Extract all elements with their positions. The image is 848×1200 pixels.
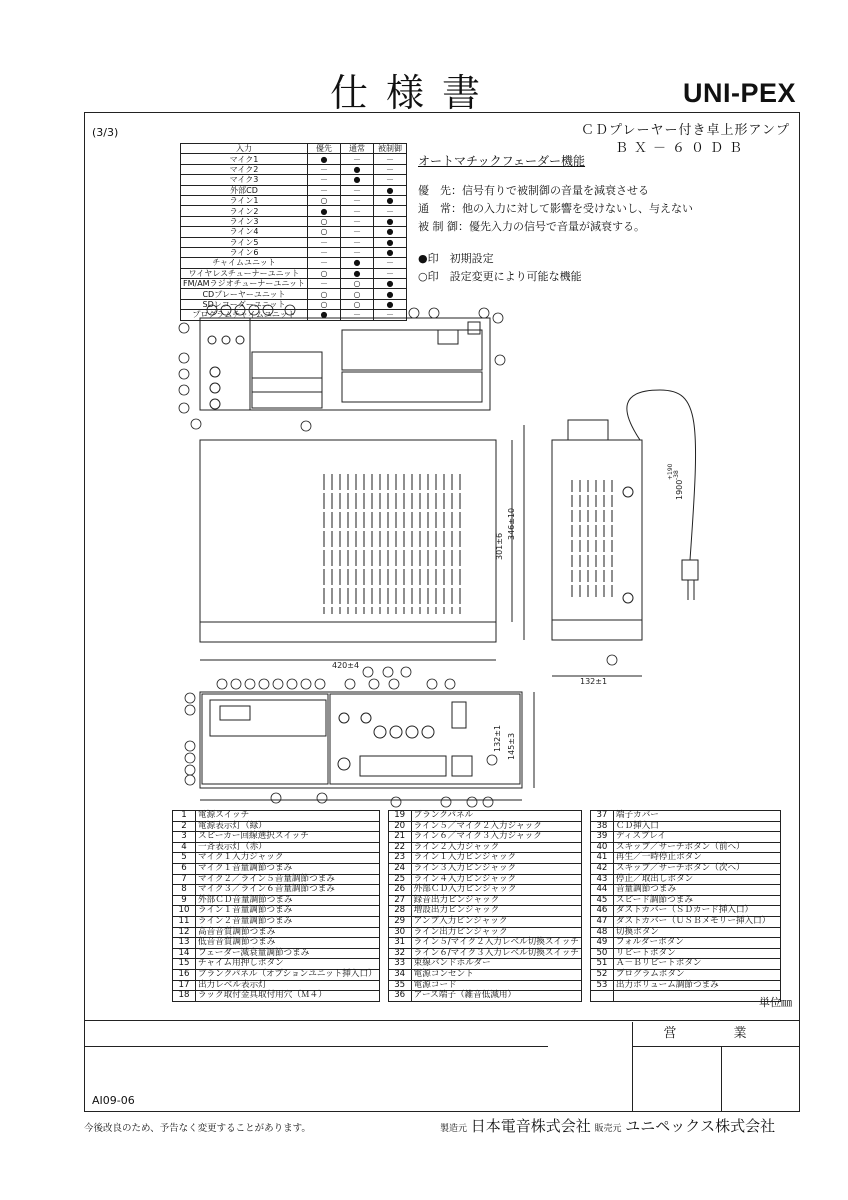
dim-cord-minus: -38 [673,470,680,480]
priority-input-name: ライン2 [181,206,308,216]
part-number: 4 [173,842,196,853]
part-name: 増設出力ピンジャック [411,906,581,917]
part-number: 44 [590,885,613,896]
priority-mark: － [308,279,341,289]
priority-mark: － [308,185,341,195]
priority-mark: ○ [341,289,374,299]
priority-mark: ● [341,258,374,268]
part-name: 録音出力ピンジャック [411,895,581,906]
part-name: フェーダー減衰量調節つまみ [196,948,380,959]
part-name: ダストカバー（ＵＳＢメモリー挿入口） [613,916,780,927]
priority-mark: － [341,216,374,226]
priority-mark: － [341,310,374,320]
part-name: ライン３入力ピンジャック [411,863,581,874]
priority-header-cell: 入力 [181,144,308,154]
priority-mark: － [374,154,407,164]
priority-mark: － [308,258,341,268]
parts-row [173,811,781,822]
part-name: ライン２音量調節つまみ [196,916,380,927]
part-name: 端子カバー [613,811,780,822]
footer-note: 今後改良のため、予告なく変更することがあります。 [84,1123,311,1134]
priority-mark: ● [374,299,407,309]
maker-label: 製造元 [440,1123,468,1133]
parts-row [173,863,781,874]
priority-mark: － [308,247,341,257]
priority-input-name: マイク2 [181,164,308,174]
dim-cord-plus: +190 [667,463,674,480]
priority-input-name: CDプレーヤーユニット [181,289,308,299]
priority-header-cell: 被制御 [374,144,407,154]
part-number: 28 [388,906,411,917]
priority-input-name: ライン6 [181,247,308,257]
part-number: 12 [173,927,196,938]
priority-mark: ● [374,247,407,257]
part-name: スピード調節つまみ [613,895,780,906]
part-name: 一斉表示灯（赤） [196,842,380,853]
priority-mark: ○ [341,299,374,309]
part-name: ディスプレイ [613,832,780,843]
part-number: 31 [388,938,411,949]
part-name: リピートボタン [613,948,780,959]
priority-mark: ○ [308,227,341,237]
part-number: 21 [388,832,411,843]
part-name: アース端子（雑音低減用） [411,991,581,1002]
side-view [552,390,698,676]
priority-mark: － [341,206,374,216]
priority-mark: － [374,268,407,278]
priority-mark: ○ [341,279,374,289]
priority-mark: ● [374,216,407,226]
part-number: 45 [590,895,613,906]
rear-panel-view [200,318,490,410]
part-name: 電源表示灯（緑） [196,821,380,832]
part-number: 41 [590,853,613,864]
part-number: 33 [388,959,411,970]
part-number: 43 [590,874,613,885]
parts-row [173,959,781,970]
priority-mark: － [374,258,407,268]
top-view [200,425,524,660]
fader-line: 通 常：他の入力に対して影響を受けないし、与えない [418,202,693,215]
approval-divider [84,1046,548,1047]
priority-input-name: SDレコーダーユニット [181,299,308,309]
part-number: 2 [173,821,196,832]
part-number: 3 [173,832,196,843]
priority-mark: ● [374,185,407,195]
priority-mark: ○ [308,299,341,309]
parts-row [173,969,781,980]
part-name: 電源コード [411,980,581,991]
part-name: マイク２／ライン５音量調節つまみ [196,874,380,885]
part-name: フォルダーボタン [613,938,780,949]
priority-mark: ● [374,289,407,299]
part-name: ラック取付金具取付用穴（Ｍ４） [196,991,380,1002]
part-name: 低音音質調節つまみ [196,938,380,949]
dim-height-2: 145±3 [507,732,516,760]
part-number: 22 [388,842,411,853]
dim-width: 420±4 [332,661,360,670]
page-number: (3/3) [92,126,119,139]
part-name: 出力ボリューム調節つまみ [613,980,780,991]
priority-mark: ○ [308,195,341,205]
priority-mark: ● [374,227,407,237]
page-title: 仕様書 [330,71,499,115]
parts-row [173,916,781,927]
part-number: 48 [590,927,613,938]
part-number: 5 [173,853,196,864]
part-empty [613,991,780,1002]
sales-label: 営 業 [633,1022,799,1047]
maker-name: 日本電音株式会社 [470,1119,591,1135]
priority-input-name: マイク1 [181,154,308,164]
priority-input-name: FM/AMラジオチューナーユニット [181,279,308,289]
part-number: 20 [388,821,411,832]
part-number: 29 [388,916,411,927]
part-number: 11 [173,916,196,927]
fader-heading: オートマチックフェーダー機能 [418,154,586,168]
priority-input-name: 外部CD [181,185,308,195]
part-name: 電源コンセント [411,969,581,980]
priority-mark: ● [341,268,374,278]
priority-mark: ● [374,279,407,289]
priority-mark: ○ [308,268,341,278]
parts-table [172,810,781,1002]
part-number: 17 [173,980,196,991]
part-number: 19 [388,811,411,822]
part-name: 外部ＣＤ入力ピンジャック [411,885,581,896]
mark-default: ●印 初期設定 [418,252,494,265]
part-number: 30 [388,927,411,938]
part-number: 51 [590,959,613,970]
part-name: スキップ／サーチボタン（前へ） [613,842,780,853]
front-view [200,692,534,800]
parts-row [173,885,781,896]
part-number: 23 [388,853,411,864]
part-number: 49 [590,938,613,949]
priority-mark: － [341,227,374,237]
mark-optional: ○印 設定変更により可能な機能 [418,270,582,283]
fader-line: 優 先：信号有りで被制御の音量を減衰させる [418,184,649,197]
part-name: マイク１音量調節つまみ [196,863,380,874]
part-number: 47 [590,916,613,927]
part-name: スピーカー回線選択スイッチ [196,832,380,843]
part-name: ライン１入力ピンジャック [411,853,581,864]
part-number: 52 [590,969,613,980]
part-number: 35 [388,980,411,991]
dim-depth-1: 301±6 [495,532,504,560]
part-number: 39 [590,832,613,843]
part-number: 42 [590,863,613,874]
part-name: マイク３／ライン６音量調節つまみ [196,885,380,896]
part-name: アンプ入力ピンジャック [411,916,581,927]
part-number: 16 [173,969,196,980]
parts-row [173,980,781,991]
part-name: チャイム用押しボタン [196,959,380,970]
priority-mark: ● [374,237,407,247]
priority-input-name: ライン1 [181,195,308,205]
part-name: 切換ボタン [613,927,780,938]
priority-mark: ● [308,206,341,216]
part-name: ブランクパネル（オプションユニット挿入口） [196,969,380,980]
part-number: 26 [388,885,411,896]
parts-row [173,991,781,1002]
part-name: ブランクパネル [411,811,581,822]
part-name: プログラムボタン [613,969,780,980]
priority-input-name: ライン3 [181,216,308,226]
part-number: 25 [388,874,411,885]
priority-mark: － [374,310,407,320]
priority-input-name: プログラムチャイムユニット [181,310,308,320]
brand-logo: UNI-PEX [682,78,796,108]
part-number: 14 [173,948,196,959]
priority-input-name: チャイムユニット [181,258,308,268]
priority-mark: ● [308,154,341,164]
priority-header-cell: 優先 [308,144,341,154]
part-name: 外部ＣＤ音量調節つまみ [196,895,380,906]
part-number: 32 [388,948,411,959]
part-name: ライン５/マイク２入力レベル切換スイッチ [411,938,581,949]
product-model: ＢＸ－６０ＤＢ [614,141,748,156]
priority-mark: ● [341,175,374,185]
part-name: 高音音質調節つまみ [196,927,380,938]
sales-box [632,1022,799,1112]
part-name: 再生／一時停止ボタン [613,853,780,864]
part-number: 10 [173,906,196,917]
priority-mark: ● [374,195,407,205]
part-name: ライン６／マイク３入力ジャック [411,832,581,843]
part-number: 8 [173,885,196,896]
part-number: 40 [590,842,613,853]
part-name: スキップ／サーチボタン（次へ） [613,863,780,874]
fader-line: 被 制 御：優先入力の信号で音量が減衰する。 [418,220,645,233]
part-number: 34 [388,969,411,980]
seller-name: ユニペックス株式会社 [625,1119,776,1135]
priority-mark: ○ [308,216,341,226]
part-name: ダストカバー（ＳＤカード挿入口） [613,906,780,917]
part-number: 24 [388,863,411,874]
priority-mark: － [341,247,374,257]
part-name: ライン１音量調節つまみ [196,906,380,917]
part-number: 46 [590,906,613,917]
dim-side-width: 132±1 [580,677,608,686]
part-name: ライン５／マイク２入力ジャック [411,821,581,832]
priority-mark: － [341,195,374,205]
priority-mark: － [308,237,341,247]
part-name: ライン４入力ピンジャック [411,874,581,885]
part-name: ライン出力ピンジャック [411,927,581,938]
part-name: ＣＤ挿入口 [613,821,780,832]
priority-mark: － [341,154,374,164]
priority-mark: － [341,237,374,247]
priority-mark: － [308,175,341,185]
maker-seller [440,1115,775,1136]
parts-row [173,832,781,843]
priority-mark: － [374,206,407,216]
part-number: 38 [590,821,613,832]
part-number: 37 [590,811,613,822]
part-number: 27 [388,895,411,906]
part-number: 18 [173,991,196,1002]
priority-mark: ● [308,310,341,320]
priority-mark: － [374,175,407,185]
priority-mark: － [374,164,407,174]
priority-input-name: ワイヤレスチューナーユニット [181,268,308,278]
priority-mark: ● [341,164,374,174]
part-name: 出力レベル表示灯 [196,980,380,991]
parts-row [173,938,781,949]
part-number: 1 [173,811,196,822]
part-name: ライン６/マイク３入力レベル切換スイッチ [411,948,581,959]
part-number: 7 [173,874,196,885]
part-number: 9 [173,895,196,906]
priority-mark: － [341,185,374,195]
part-empty [590,991,613,1002]
part-number: 36 [388,991,411,1002]
part-name: マイク１入力ジャック [196,853,380,864]
priority-header-cell: 通常 [341,144,374,154]
priority-mark: － [308,164,341,174]
seller-label: 販売元 [594,1123,622,1133]
parts-row [173,906,781,917]
parts-row [173,853,781,864]
priority-input-name: ライン5 [181,237,308,247]
doc-code: AI09-06 [92,1094,135,1107]
dim-depth-2: 346±10 [507,507,516,540]
part-name: 束線バンドホルダー [411,959,581,970]
part-name: 電源スイッチ [196,811,380,822]
priority-input-name: マイク3 [181,175,308,185]
part-name: 音量調節つまみ [613,885,780,896]
part-number: 15 [173,959,196,970]
part-number: 13 [173,938,196,949]
part-number: 53 [590,980,613,991]
priority-mark: ○ [308,289,341,299]
part-number: 50 [590,948,613,959]
part-name: Ａ－Ｂリピートボタン [613,959,780,970]
unit-label: 単位㎜ [759,996,792,1009]
dim-height-1: 132±1 [493,724,502,752]
part-name: 停止／取出しボタン [613,874,780,885]
part-number: 6 [173,863,196,874]
priority-input-name: ライン4 [181,227,308,237]
part-name: ライン２入力ジャック [411,842,581,853]
product-name: ＣＤプレーヤー付き卓上形アンプ [581,123,790,138]
dim-cord: 1900 [675,479,684,500]
